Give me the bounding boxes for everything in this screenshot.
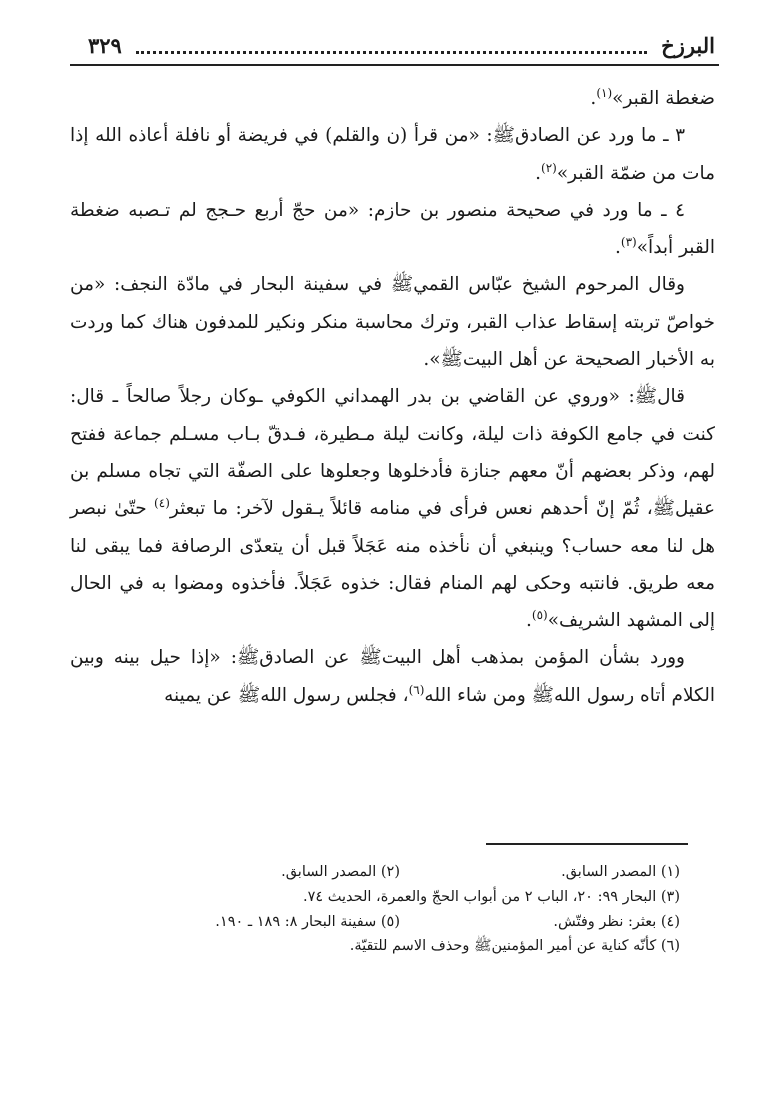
footnote-4: (٤) بعثر: نظر وفتّش. — [553, 913, 680, 930]
footnote-row-4 — [120, 934, 680, 959]
footnote-5: (٥) سفينة البحار ٨: ١٨٩ ـ ١٩٠. — [215, 913, 400, 930]
header-title: البرزخ — [661, 32, 715, 58]
footnote-ref-2: (٢) — [541, 160, 557, 175]
footnote-row-1 — [120, 860, 680, 885]
footnotes — [120, 860, 680, 959]
page-number: ٣٢٩ — [88, 32, 122, 58]
footnote-row-2 — [120, 885, 680, 910]
footnote-ref-3: (٣) — [620, 235, 637, 250]
footnote-ref-6: (٦) — [408, 682, 425, 697]
paragraph-1: ضغطة القبر»$^{(١)}$. — [590, 85, 715, 109]
paragraph-3: ٤ ـ ما ورد في صحيحة منصور بن حازم: «من حجّ أربع حـجج لم تـصبه ضغطة القبر أبداً»$^{(٣)}$. — [70, 199, 715, 259]
footnote-ref-1: (١) — [596, 85, 613, 100]
paragraph-6: وورد بشأن المؤمن بمذهب أهل البيتﷺ عن الصادقﷺ: «إذا حيل بينه وبين الكلام أتاه رسول اللهﷺ ومن شاء الله$^{(٦)}$، فجلس رسول اللهﷺ عن يمينه — [70, 647, 715, 706]
footnote-separator — [486, 843, 688, 845]
header-rule — [70, 64, 719, 66]
footnote-6: (٦) كأنّه كناية عن أمير المؤمنينﷺ وحذف الاسم للتقيّة. — [349, 938, 680, 955]
footnote-ref-4: (٤) — [154, 496, 170, 511]
paragraph-2: ٣ ـ ما ورد عن الصادقﷺ: «من قرأ (ن والقلم) في فريضة أو نافلة أعاذه الله إذا مات من ضمّة القبر»$^{(٢)}$. — [70, 125, 715, 184]
paragraph-5: قالﷺ: «وروي عن القاضي بن بدر الهمداني الكوفي ـوكان رجلاً صالحاً ـ قال: كنت في جامع الكوفة ذات ليلة، وكانت ليلة مـطيرة، فـدقّ بـاب مسـلم جماعة ففتح لهم، وذكر بعضهم أنّ معهم جنازة فأدخلوها وجعلوها على الصفّة التي تجاه مسلم بن عقيلﷺ، ثُمّ إنّ أحدهم نعس فرأى في منامه قائلاً يـقول لآخر: ما تبعثر$^{(٤)}$ حتّىٰ نبصر هل لنا معه حساب؟ وينبغي أن نأخذه منه عَجَلاً قبل أن يتعدّى الرصافة فما يبقى لنا معه طريق. فانتبه وحكى لهم المنام فقال: خذوه عَجَلاً. فأخذوه ومضوا به في الحال إلى المشهد الشريف»$^{(٥)}$. — [70, 386, 715, 632]
paragraph-4: وقال المرحوم الشيخ عبّاس القميﷺ في سفينة البحار في مادّة النجف: «من خواصّ تربته إسقاط عذاب القبر، وترك محاسبة منكر ونكير للمدفون هناك كما وردت به الأخبار الصحيحة عن أهل البيتﷺ». — [70, 274, 715, 371]
header-leader-dots — [136, 37, 647, 54]
main-text — [70, 80, 715, 714]
footnote-1: (١) المصدر السابق. — [561, 864, 680, 880]
footnote-ref-5: (٥) — [531, 608, 548, 622]
footnote-2: (٢) المصدر السابق. — [281, 864, 400, 880]
footnote-3: (٣) البحار ٩٩: ٢٠، الباب ٢ من أبواب الحجّ والعمرة، الحديث ٧٤. — [302, 888, 680, 905]
footnote-row-3 — [120, 910, 680, 935]
running-header — [88, 30, 715, 60]
